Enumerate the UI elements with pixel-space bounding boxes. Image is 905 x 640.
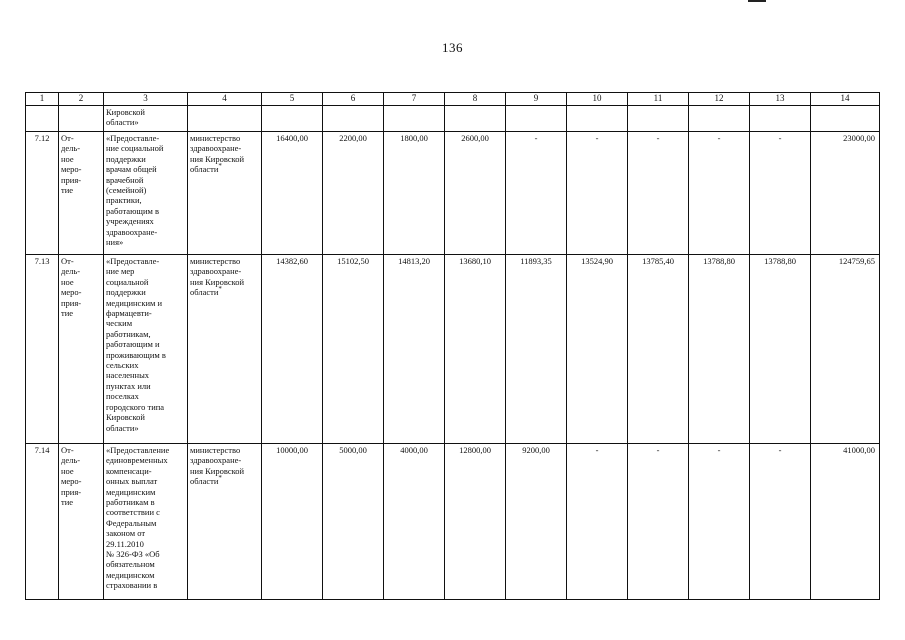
cell-value: 14813,20 [384,255,445,444]
cell-value [384,106,445,132]
footnote-star: * [218,474,222,483]
responsible-text: министерство здравоохране- ния Кировской области [190,133,245,175]
cell-value: 23000,00 [811,132,880,255]
cell-kind: От- дель- ное меро- прия- тие [59,444,104,600]
table-row [26,255,880,444]
cell-responsible [188,106,262,132]
column-header: 10 [567,93,628,106]
cell-value: - [628,444,689,600]
cell-responsible [188,444,262,600]
column-header: 7 [384,93,445,106]
cell-value: 9200,00 [506,444,567,600]
cell-value: 15102,50 [323,255,384,444]
cell-value: - [689,444,750,600]
column-header: 14 [811,93,880,106]
cell-value: - [750,444,811,600]
cell-value: 124759,65 [811,255,880,444]
cell-value [811,106,880,132]
budget-table [25,92,880,600]
cell-value: 11893,35 [506,255,567,444]
cell-num: 7.13 [26,255,59,444]
cell-value: 13680,10 [445,255,506,444]
cell-value: 1800,00 [384,132,445,255]
table-row [26,444,880,600]
column-header: 6 [323,93,384,106]
cell-value: 2200,00 [323,132,384,255]
cell-value: - [567,444,628,600]
column-header: 3 [104,93,188,106]
cell-value: 16400,00 [262,132,323,255]
column-header: 11 [628,93,689,106]
cell-value: 10000,00 [262,444,323,600]
cell-value: 14382,60 [262,255,323,444]
scan-corner-mark [748,0,766,2]
column-header: 8 [445,93,506,106]
cell-name: «Предоставление единовременных компенсаци- онных выплат медицинским работникам в соответствии с Федеральным законом от 29.11.2010 № 326-ФЗ «Об обязательном медицинском страховании в [104,444,188,600]
column-header: 9 [506,93,567,106]
cell-value: - [689,132,750,255]
column-header: 1 [26,93,59,106]
footnote-star: * [218,285,222,294]
page-number: 136 [442,40,463,55]
cell-name: «Предоставле- ние социальной поддержки врачам общей врачебной (семейной) практики, работающим в учреждениях здравоохране- ния» [104,132,188,255]
column-header: 12 [689,93,750,106]
cell-kind [59,106,104,132]
cell-value [750,106,811,132]
cell-name: Кировской области» [104,106,188,132]
cell-value [262,106,323,132]
cell-value: 5000,00 [323,444,384,600]
cell-value: 13788,80 [689,255,750,444]
cell-value [445,106,506,132]
cell-kind: От- дель- ное меро- прия- тие [59,132,104,255]
cell-num [26,106,59,132]
cell-value: - [567,132,628,255]
footnote-star: * [218,162,222,171]
cell-value: - [506,132,567,255]
table-row-continued [26,106,880,132]
table-row [26,132,880,255]
cell-value [567,106,628,132]
column-header: 5 [262,93,323,106]
cell-value: 13788,80 [750,255,811,444]
cell-value [689,106,750,132]
cell-value: - [628,132,689,255]
column-header: 13 [750,93,811,106]
cell-value: 13785,40 [628,255,689,444]
cell-value: 2600,00 [445,132,506,255]
cell-responsible [188,132,262,255]
column-header: 2 [59,93,104,106]
cell-value: - [750,132,811,255]
cell-value [628,106,689,132]
cell-name: «Предоставле- ние мер социальной поддержки медицинским и фармацевти- ческим работникам, работающим и проживающим в сельских населенных пунктах или поселках городского типа Кировской области» [104,255,188,444]
cell-num: 7.14 [26,444,59,600]
cell-value [506,106,567,132]
cell-value: 13524,90 [567,255,628,444]
cell-responsible [188,255,262,444]
cell-value: 4000,00 [384,444,445,600]
responsible-text: министерство здравоохране- ния Кировской области [190,256,245,298]
header-row [26,93,880,106]
cell-value: 12800,00 [445,444,506,600]
cell-num: 7.12 [26,132,59,255]
cell-kind: От- дель- ное меро- прия- тие [59,255,104,444]
column-header: 4 [188,93,262,106]
cell-value: 41000,00 [811,444,880,600]
cell-value [323,106,384,132]
responsible-text: министерство здравоохране- ния Кировской области [190,445,245,487]
